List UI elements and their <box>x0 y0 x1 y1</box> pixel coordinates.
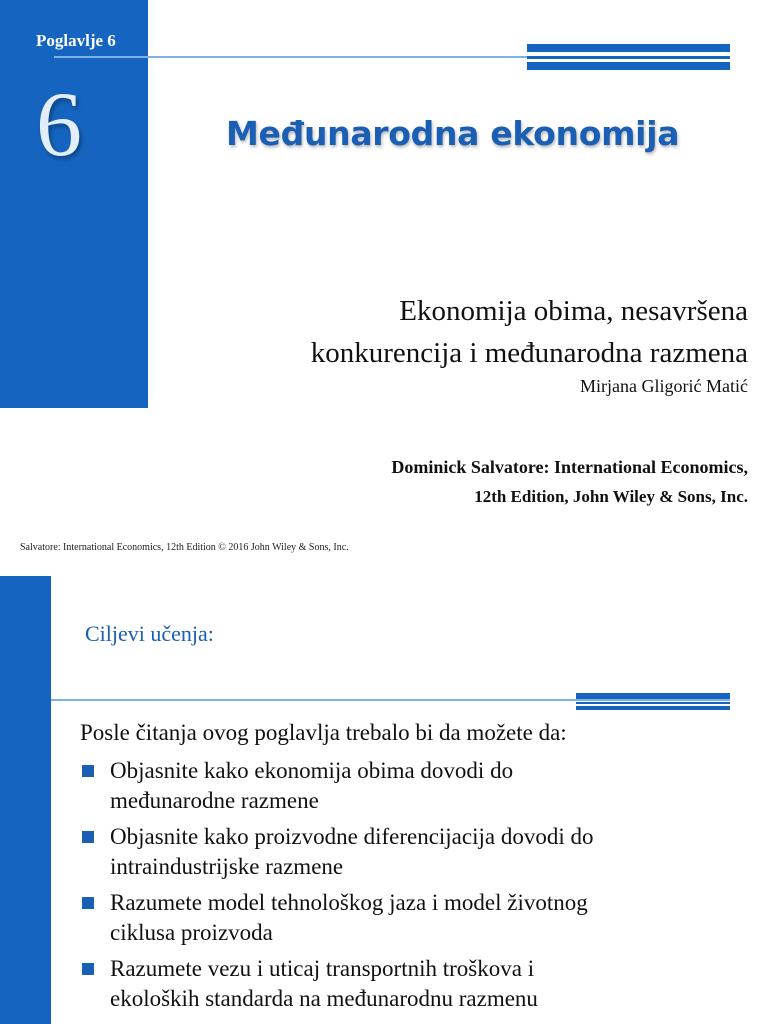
slide-title: Ciljevi učenja: <box>85 621 214 646</box>
subtitle-line-1: Ekonomija obima, nesavršena <box>399 295 748 327</box>
book-reference-line-1: Dominick Salvatore: International Economics, <box>391 457 748 477</box>
list-item: Objasnite kako ekonomija obima dovodi do međunarodne razmene <box>80 756 750 816</box>
subtitle-line-2: konkurencija i međunarodna razmena <box>310 337 748 369</box>
square-bullet-icon <box>82 963 94 975</box>
slide-gap <box>0 565 768 576</box>
header-stripes <box>527 44 730 70</box>
chapter-sidebar-block <box>0 0 148 408</box>
chapter-number: 6 <box>36 73 82 175</box>
title-stripes <box>576 693 730 710</box>
chapter-subtitle <box>128 290 748 374</box>
square-bullet-icon <box>82 831 94 843</box>
book-title: Međunarodna ekonomija <box>226 114 680 153</box>
chapter-label: Poglavlje 6 <box>36 31 116 50</box>
list-item: Razumete model tehnološkog jaza i model životnog ciklusa proizvoda <box>80 888 750 948</box>
intro-text: Posle čitanja ovog poglavlja trebalo bi da možete da: <box>80 720 567 745</box>
author-name: Mirjana Gligorić Matić <box>580 376 748 396</box>
square-bullet-icon <box>82 897 94 909</box>
book-reference-line-2: 12th Edition, John Wiley & Sons, Inc. <box>474 487 748 506</box>
list-item: Objasnite kako proizvodne diferencijacija dovodi do intraindustrijske razmene <box>80 822 750 882</box>
copyright-notice: Salvatore: International Economics, 12th Edition © 2016 John Wiley & Sons, Inc. <box>20 542 349 553</box>
square-bullet-icon <box>82 765 94 777</box>
learning-goals-list <box>80 756 750 1020</box>
learning-goals-slide <box>0 576 768 1024</box>
slide-sidebar-block <box>0 576 51 1024</box>
list-item: Razumete vezu i uticaj transportnih troškova i ekoloških standarda na međunarodnu razmenu <box>80 954 750 1014</box>
